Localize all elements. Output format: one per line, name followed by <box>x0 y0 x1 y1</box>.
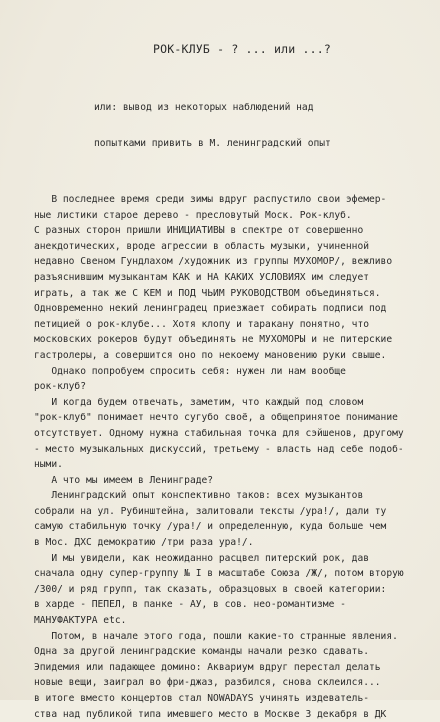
body-line: - место музыкальных дискуссий, третьему - власть над себе подоб- <box>34 443 404 455</box>
body-line: сначала одну супер-группу № I в масштабе Союза /Ж/, потом вторую <box>34 568 404 580</box>
body-line: в харде - ПЕПЕЛ, в панке - АУ, в сов. нео-романтизме - <box>34 599 346 611</box>
body-line: московских рокеров будут объединять не МУХОМОРЫ и не питерские <box>34 334 393 346</box>
body-line: гастролеры, а совершится оно по некоему мановению руки свыше. <box>34 349 387 361</box>
body-line: в итоге вместо концертов стал NOWADAYS учинять издеватель- <box>34 693 370 704</box>
body-line: Ленинградский опыт конспективно таков: всех музыкантов <box>34 490 364 502</box>
body-line: Однако попробуем спросить себя: нужен ли нам вообще <box>34 365 346 377</box>
body-line: Потом, в начале этого года, пошли какие-то странные явления. <box>34 630 398 642</box>
body-line: отсутствует. Одному нужна стабильная точка для сэйшенов, другому <box>34 427 404 439</box>
body-line: /300/ и ряд групп, так сказать, образцовых в своей категории: <box>34 583 387 595</box>
body-line: В последнее время среди зимы вдруг распустило свои эфемер- <box>34 194 387 205</box>
body-line: недавно Свеном Гундлахом /художник из группы МУХОМОР/, вежливо <box>34 256 393 268</box>
body-line: в Мос. ДХС демократию /три раза ура!/. <box>34 537 254 549</box>
body-line: новые вещи, заиграл во фри-джаз, разбился, снова склеился... <box>34 677 381 689</box>
body-line: рок-клуб? <box>34 381 86 393</box>
document-title: РОК-КЛУБ - ? ... или ...? <box>152 42 332 56</box>
body-line: самую стабильную точку /ура!/ и определенную, куда больше чем <box>34 521 387 533</box>
body-line: анекдотических, вроде агрессии в область музыки, учиненной <box>34 240 370 252</box>
document-body <box>34 192 430 722</box>
body-line: ства над публикой типа имевшего место в Москве 3 декабря в ДК <box>34 708 387 720</box>
body-line: собрали на ул. Рубинштейна, залитовали тексты /ура!/, дали ту <box>34 505 387 517</box>
body-line: Эпидемия или падающее домино: Аквариум вдруг перестал делать <box>34 661 381 673</box>
body-line: Одновременно некий ленинградец приезжает собирать подписи под <box>34 303 387 315</box>
body-line: И когда будем отвечать, заметим, что каждый под словом <box>34 396 364 408</box>
body-line: Одна за другой ленинградские команды начали резко сдавать. <box>34 646 370 658</box>
body-line: С разных сторон пришли ИНИЦИАТИВЫ в спектре от совершенно <box>34 225 364 237</box>
body-line: петицией о рок-клубе... Хотя клопу и таракану понятно, что <box>34 318 370 330</box>
body-line: разъяснившим музыкантам КАК и НА КАКИХ УСЛОВИЯХ им следует <box>34 271 370 283</box>
document-subtitle <box>34 78 430 174</box>
body-line: И мы увидели, как неожиданно расцвел питерский рок, дав <box>34 552 370 564</box>
body-line: играть, а так же С КЕМ и ПОД ЧЬИМ РУКОВОДСТВОМ объединяться. <box>34 287 381 299</box>
body-line: А что мы имеем в Ленинграде? <box>34 474 214 486</box>
body-line: ные листики старое дерево - пресловутый Моск. Рок-клуб. <box>34 209 352 221</box>
subtitle-line: попытками привить в М. ленинградский опыт <box>94 138 331 149</box>
subtitle-line: или: вывод из некоторых наблюдений над <box>94 102 314 113</box>
body-line: ными. <box>34 459 63 471</box>
body-line: "рок-клуб" понимает нечто сугубо своё, а общепринятое понимание <box>34 412 398 424</box>
body-line: МАНУФАКТУРА etc. <box>34 615 127 627</box>
